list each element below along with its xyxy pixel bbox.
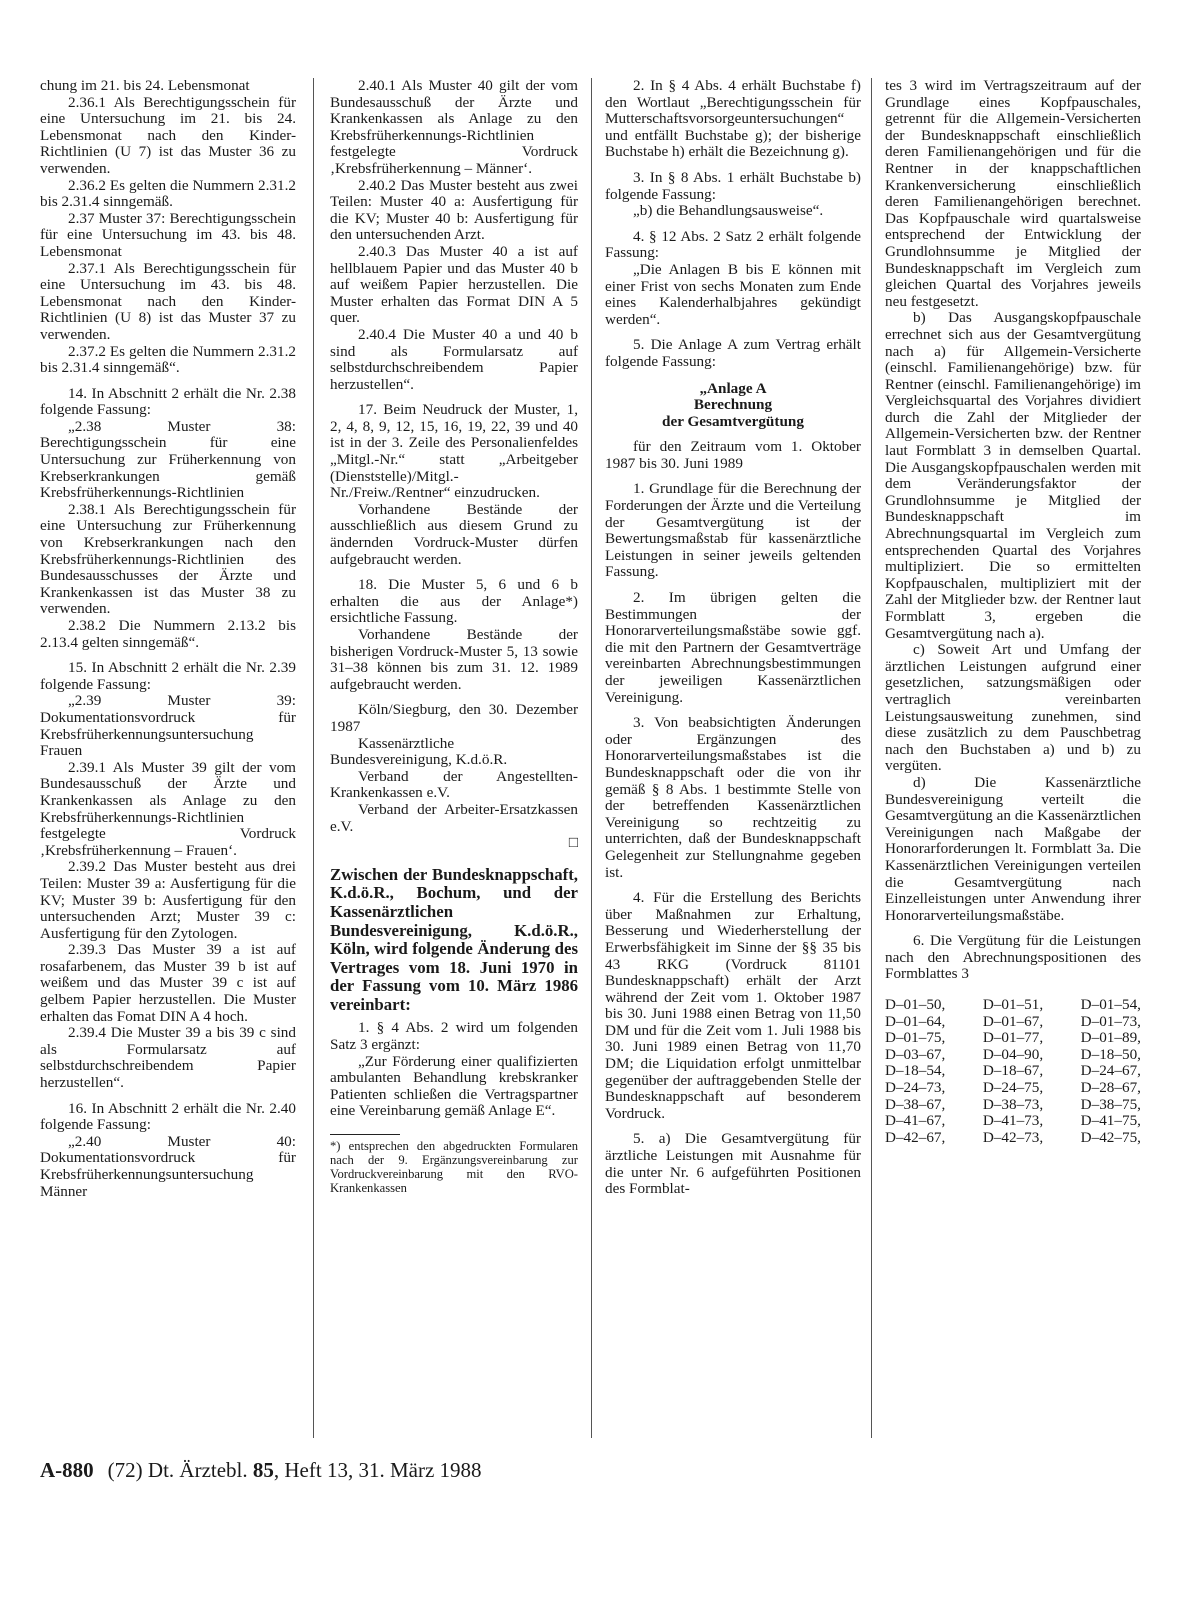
page-number: A-880 [40,1458,94,1482]
paragraph: 2.37 Muster 37: Berechtigungsschein für eine Untersuchung im 43. bis 48. Lebensmonat [40,209,296,260]
paragraph: Köln/Siegburg, den 30. Dezember 1987 [330,701,578,735]
code-item: D–01–73, [1080,1012,1141,1030]
paragraph: 2.39.4 Die Muster 39 a bis 39 c sind als Formularsatz auf selbstdurchschreibendem Papier herzustellen“. [40,1024,296,1092]
paragraph: 2.39.3 Das Muster 39 a ist auf rosafarbenem, das Muster 39 b ist auf weißem und das Muster 39 c ist auf gelbem Papier herzustellen. Die Muster erhalten das Fomat DIN A 4 hoch. [40,941,296,1025]
column-rule-3 [871,78,872,1438]
paragraph: 16. In Abschnitt 2 erhält die Nr. 2.40 folgende Fassung: [40,1099,296,1134]
issue-date: , Heft 13, 31. März 1988 [273,1458,482,1482]
paragraph: 4. § 12 Abs. 2 Satz 2 erhält folgende Fassung: [605,227,861,262]
paragraph: tes 3 wird im Vertragszeitraum auf der Grundlage eines Kopfpauschales, getrennt für die Allgemein-Versicherten der Bundesknappschaft einschließlich deren Familienangehörigen und für die Rentner in der knappschaftlichen Krankenversicherung einschließlich deren Familienangehörigen berechnet. Das Kopfpauschale wird quartalsweise entsprechend der Entwicklung der Grundlohnsumme je Mitglied der Bundesknappschaft im Vergleich zum gleichen Quartal des Vorjahres jeweils neu festgesetzt. [885,77,1141,310]
code-item: D–42–67, [885,1128,946,1146]
paragraph: für den Zeitraum vom 1. Oktober 1987 bis 30. Juni 1989 [605,438,861,472]
paragraph: „b) die Behandlungsausweise“. [633,202,824,220]
code-item: D–42–75, [1080,1128,1141,1146]
paragraph: Vorhandene Bestände der ausschließlich aus diesem Grund zu ändernden Vordruck-Muster dürfen aufgebraucht werden. [330,500,578,568]
code-item: D–38–75, [1080,1095,1141,1113]
code-item: D–01–77, [982,1029,1044,1047]
section-heading: Zwischen der Bundesknappschaft, K.d.ö.R., Bochum, und der Kassenärztlichen Bundesvereinigung, K.d.ö.R., Köln, wird folgende Änderung des Vertrages vom 18. Juni 1970 in der Fassung vom 10. März 1986 vereinbart: [330,864,578,1014]
code-item: D–18–67, [982,1062,1044,1080]
code-item: D–41–67, [885,1112,946,1130]
paragraph: 2.40.3 Das Muster 40 a ist auf hellblauem Papier und das Muster 40 b auf weißem Papier herzustellen. Die Muster erhalten das Format DIN A 5 quer. [330,242,578,327]
paragraph: d) Die Kassenärztliche Bundesvereinigung verteilt die Gesamtvergütung an die Kassenärztlichen Vereinigungen nach Maßgabe der Honorarforderungen lt. Formblatt 3a. Die Kassenärztlichen Vereinigungen verteilen die Gesamtvergütung nach Einzelleistungen unter Anwendung ihrer Honorarverteilungsmaßstäbe. [885,773,1141,924]
paragraph: b) Das Ausgangskopfpauschale errechnet sich aus der Gesamtvergütung nach a) für Allgemein-Versicherte (einschl. Familienangehörige) bzw. für Rentner (einschl. Familienangehörige) im Vergleichsquartal des Vorjahres dividiert durch die Zahl der Mitglieder der Allgemein-Versicherten bzw. der Rentner laut Formblatt 3 in demselben Quartal. Die Ausgangskopfpauschalen werden mit dem Veränderungsfaktor der Grundlohnsumme je Mitglied der Bundesknappschaft im Abrechnungsquartal im Vergleich zum entsprechenden Quartal des Vorjahres multipliziert. Die so ermittelten Kopfpauschalen, multipliziert mit der Zahl der Mitglieder bzw. der Rentner laut Formblatt 3, ergeben die Gesamtvergütung nach a). [885,309,1141,642]
paragraph: Verband der Angestellten-Krankenkassen e.V. [330,767,578,802]
paragraph: 15. In Abschnitt 2 erhält die Nr. 2.39 folgende Fassung: [40,659,296,693]
paragraph: 3. In § 8 Abs. 1 erhält Buchstabe b) folgende Fassung: [605,168,861,203]
paragraph: Vorhandene Bestände der bisherigen Vordruck-Muster 5, 13 sowie 31–38 können bis zum 31. 12. 1989 aufgebraucht werden. [330,626,578,693]
paragraph: „Zur Förderung einer qualifizierten ambulanten Behandlung krebskranker Patienten schließen die Vertragspartner eine Vereinbarung gemäß Anlage E“. [330,1052,578,1120]
volume-number: 85 [252,1458,274,1482]
code-item: D–24–75, [982,1079,1044,1097]
code-item: D–01–89, [1080,1029,1141,1047]
code-item: D–24–73, [885,1079,946,1097]
code-row [885,1063,1141,1080]
paragraph: chung im 21. bis 24. Lebensmonat [40,77,250,94]
paragraph: 14. In Abschnitt 2 erhält die Nr. 2.38 folgende Fassung: [40,384,296,419]
paragraph: 2.37.2 Es gelten die Nummern 2.31.2 bis 2.31.4 sinngemäß“. [40,342,296,377]
paragraph: „2.39 Muster 39: Dokumentationsvordruck für Krebsfrüherkennungsuntersuchung Frauen [40,692,296,760]
text-column-1 [40,78,296,1200]
code-row [885,1030,1141,1047]
paragraph: 2.40.4 Die Muster 40 a und 40 b sind als Formularsatz auf selbstdurchschreibendem Papier herzustellen“. [330,325,578,393]
paragraph: 2.40.1 Als Muster 40 gilt der vom Bundesausschuß der Ärzte und Krankenkassen als Anlage zu den Krebsfrüherkennungs-Richtlinien festgelegte Vordruck ‚Krebsfrüherkennung – Männer‘. [330,77,578,177]
paragraph: 6. Die Vergütung für die Leistungen nach den Abrechnungspositionen des Formblattes 3 [885,932,1141,983]
paragraph: Verband der Arbeiter-Ersatzkassen e.V. [330,800,578,835]
code-item: D–18–50, [1080,1045,1141,1063]
paragraph: c) Soweit Art und Umfang der ärztlichen Leistungen aufgrund einer gesetzlichen, satzungsmäßigen oder vertraglich vereinbarten Leistungsausweitung zunehmen, sind diese zusätzlich zu dem Pauschbetrag nach den Buchstaben a) und b) zu vergüten. [885,641,1141,775]
paragraph: 5. a) Die Gesamtvergütung für ärztliche Leistungen mit Ausnahme für die unter Nr. 6 aufgeführten Positionen des Formblat- [605,1130,861,1198]
code-row [885,1047,1141,1064]
paragraph: 1. Grundlage für die Berechnung der Forderungen der Ärzte und die Verteilung der Gesamtvergütung ist der Bewertungsmaßstab für kassenärztliche Leistungen in seiner jeweils geltenden Fassung. [605,480,861,581]
paragraph: 2.36.1 Als Berechtigungsschein für eine Untersuchung im 21. bis 24. Lebensmonat nach den Kinder-Richtlinien (U 7) ist das Muster 36 zu verwenden. [40,93,296,177]
paragraph: 2.37.1 Als Berechtigungsschein für eine Untersuchung im 43. bis 48. Lebensmonat nach den Kinder-Richtlinien (U 8) ist das Muster 37 zu verwenden. [40,259,296,343]
paragraph: „2.40 Muster 40: Dokumentationsvordruck für Krebsfrüherkennungsuntersuchung Männer [40,1132,296,1200]
end-mark-icon: □ [568,834,578,852]
code-item: D–01–50, [885,996,946,1014]
paragraph: 17. Beim Neudruck der Muster, 1, 2, 4, 8, 9, 12, 15, 16, 19, 22, 39 und 40 ist in der 3. Zeile des Personalienfeldes „Mitgl.-Nr.“ statt „Arbeitgeber (Dienststelle)/Mitgl.-Nr./Freiw./Rentner“ einzudrucken. [330,401,578,502]
code-list [885,997,1141,1146]
journal-citation: (72) Dt. Ärztebl. [107,1458,248,1482]
code-item: D–41–73, [982,1112,1044,1130]
code-item: D–01–51, [982,996,1044,1014]
paragraph: 2.39.2 Das Muster besteht aus drei Teilen: Muster 39 a: Ausfertigung für die KV; Muster 39 b: Ausfertigung für den untersuchenden Arzt; Muster 39 c: Ausfertigung für den Zytologen. [40,858,296,942]
text-column-3 [605,78,861,1198]
code-item: D–01–54, [1080,996,1141,1014]
code-item: D–18–54, [885,1062,946,1080]
paragraph: 2. In § 4 Abs. 4 erhält Buchstabe f) den Wortlaut „Berechtigungsschein für Mutterschaftsvorsorgeuntersuchungen“ und entfällt Buchstabe g); der bisherige Buchstabe h) erhält die Bezeichnung g). [605,77,861,161]
paragraph: 3. Von beabsichtigten Änderungen oder Ergänzungen des Honorarverteilungsmaßstabes ist die Bundesknappschaft oder die von ihr gemäß § 8 Abs. 1 bestimmte Stelle von der betreffenden Kassenärztlichen Vereinigung so rechtzeitig zu unterrichten, daß der Bundesknappschaft Gelegenheit zur Stellungnahme gegeben ist. [605,714,861,881]
footnote: *) entsprechen den abgedruckten Formularen nach der 9. Ergänzungsvereinbarung zur Vordruckvereinbarung mit den RVO-Krankenkassen [330,1139,578,1196]
code-row [885,1130,1141,1147]
paragraph: 2.36.2 Es gelten die Nummern 2.31.2 bis 2.31.4 sinngemäß. [40,176,296,211]
code-row [885,1014,1141,1031]
annex-title-line: Berechnung [693,396,773,414]
code-item: D–03–67, [885,1045,946,1063]
text-column-2 [330,78,578,1195]
code-item: D–24–67, [1080,1062,1141,1080]
footnote-divider [330,1134,400,1135]
column-rule-1 [313,78,314,1438]
paragraph: 18. Die Muster 5, 6 und 6 b erhalten die aus der Anlage*) ersichtliche Fassung. [330,576,578,627]
code-item: D–01–67, [982,1012,1044,1030]
code-item: D–01–75, [885,1029,946,1047]
code-item: D–38–67, [885,1095,946,1113]
code-item: D–04–90, [982,1045,1044,1063]
paragraph: 2.38.1 Als Berechtigungsschein für eine Untersuchung zur Früherkennung von Krebserkrankungen nach den Krebsfrüherkennungs-Richtlinien des Bundesausschusses der Ärzte und Krankenkassen ist das Muster 38 zu verwenden. [40,500,296,618]
code-row [885,997,1141,1014]
code-row [885,1097,1141,1114]
paragraph: 4. Für die Erstellung des Berichts über Maßnahmen zur Erhaltung, Besserung und Wiederherstellung der Erwerbsfähigkeit im Sinne der §§ 35 bis 43 RKG (Vordruck 81101 Bundesknappschaft) erhält der Arzt während der Zeit vom 1. Oktober 1987 bis 30. Juni 1988 einen Betrag von 11,50 DM und für die Zeit vom 1. Juli 1988 bis 30. Juni 1989 einen Betrag von 11,70 DM; die Liquidation erfolgt unmittelbar gegenüber der auftraggebenden Stelle der Bundesknappschaft auf besonderem Vordruck. [605,889,861,1122]
paragraph: 2. Im übrigen gelten die Bestimmungen der Honorarverteilungsmaßstäbe sowie ggf. die mit den Partnern der Gesamtverträge vereinbarten Abrechnungsbestimmungen der jeweiligen Kassenärztlichen Vereinigung. [605,589,861,706]
code-item: D–28–67, [1080,1079,1141,1097]
page-footer [40,1458,482,1483]
paragraph: 2.40.2 Das Muster besteht aus zwei Teilen: Muster 40 a: Ausfertigung für die KV; Muster 40 b: Ausfertigung für den untersuchenden Arzt. [330,176,578,244]
column-rule-2 [591,78,592,1438]
text-column-4 [885,78,1141,1146]
paragraph: 1. § 4 Abs. 2 wird um folgenden Satz 3 ergänzt: [330,1019,578,1054]
paragraph: „2.38 Muster 38: Berechtigungsschein für eine Untersuchung zur Früherkennung von Krebserkrankungen gemäß Krebsfrüherkennungs-Richtlinien [40,417,296,502]
paragraph: 2.39.1 Als Muster 39 gilt der vom Bundesausschuß der Ärzte und Krankenkassen als Anlage zu den Krebsfrüherkennungs-Richtlinien festgelegte Vordruck ‚Krebsfrüherkennung – Frauen‘. [40,758,296,859]
code-row [885,1080,1141,1097]
code-item: D–01–64, [885,1012,946,1030]
paragraph: 5. Die Anlage A zum Vertrag erhält folgende Fassung: [605,336,861,370]
code-item: D–41–75, [1080,1112,1141,1130]
paragraph: „Die Anlagen B bis E können mit einer Frist von sechs Monaten zum Ende eines Kalenderhalbjahres gekündigt werden“. [605,260,861,328]
paragraph: 2.38.2 Die Nummern 2.13.2 bis 2.13.4 gelten sinngemäß“. [40,617,296,651]
paragraph: Kassenärztliche Bundesvereinigung, K.d.ö.R. [330,734,508,769]
code-row [885,1113,1141,1130]
annex-title-line: „Anlage A [699,379,767,397]
code-item: D–38–73, [982,1095,1044,1113]
code-item: D–42–73, [982,1128,1044,1146]
annex-title-line: der Gesamtvergütung [662,412,804,430]
